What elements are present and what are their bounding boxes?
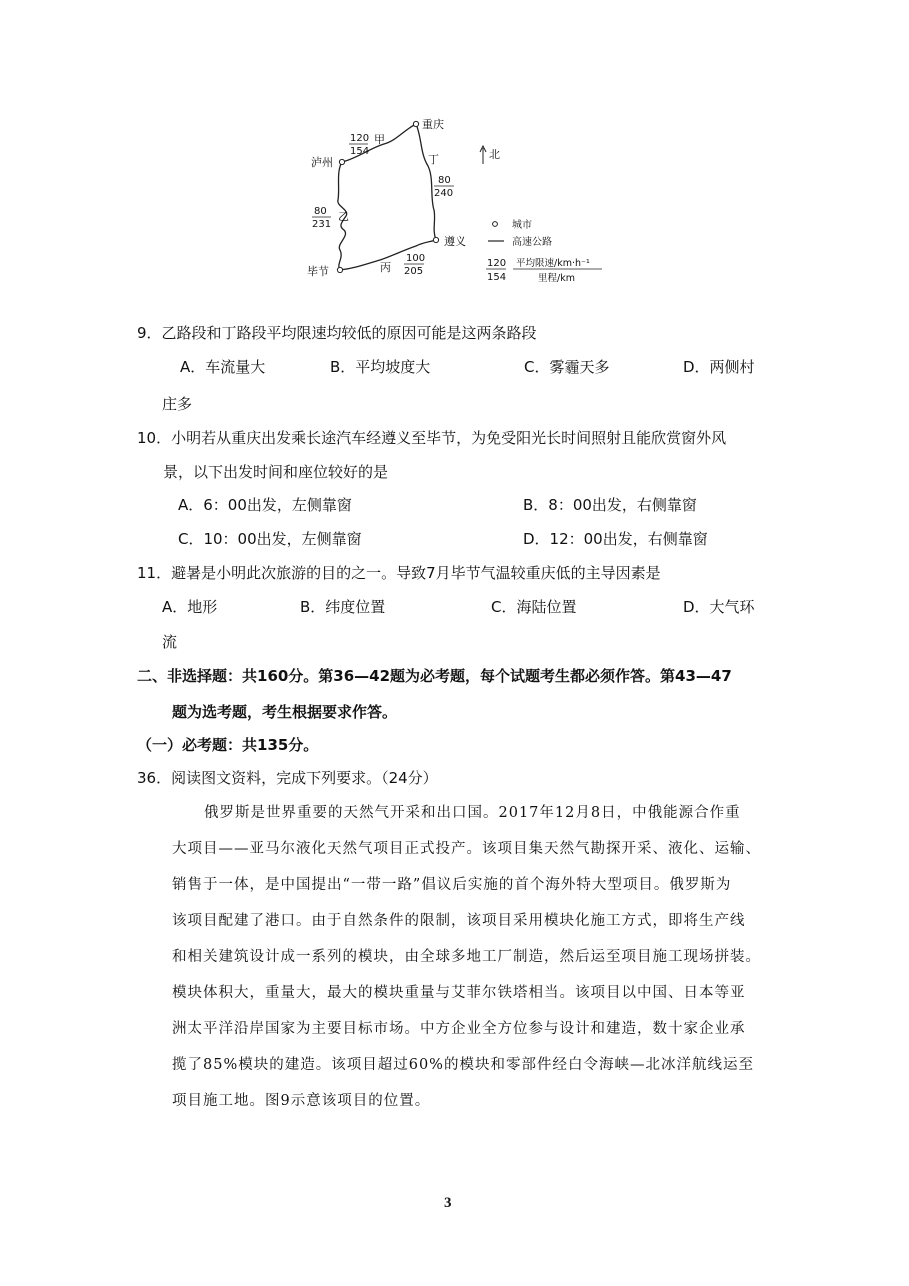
segment-yi-label: 乙 xyxy=(338,210,349,223)
passage-line-4: 该项目配建了港口。由于自然条件的限制，该项目采用模块化施工方式，即将生产线 xyxy=(172,913,746,929)
city-name-bijie: 毕节 xyxy=(307,265,329,278)
segment-yi-speed: 80 xyxy=(314,206,327,217)
question-9-option-d-wrap: 庄多 xyxy=(162,395,193,413)
passage-line-9: 项目施工地。图9示意该项目的位置。 xyxy=(172,1093,431,1109)
legend-speed-label: 平均限速/km·h⁻¹ xyxy=(516,258,590,269)
question-11-option-d[interactable]: D．大气环 xyxy=(683,598,755,616)
city-marker-luzhou xyxy=(339,159,344,164)
city-name-zunyi: 遵义 xyxy=(444,235,466,248)
segment-bing-speed: 100 xyxy=(406,253,426,264)
segment-jia-distance: 154 xyxy=(350,146,370,157)
segment-bing-label: 丙 xyxy=(380,261,391,274)
city-name-chongqing: 重庆 xyxy=(422,118,444,131)
city-marker-bijie xyxy=(337,267,342,272)
question-10-option-a[interactable]: A．6：00出发，左侧靠窗 xyxy=(178,496,352,514)
question-9-text: 乙路段和丁路段平均限速均较低的原因可能是这两条路段 xyxy=(161,324,537,342)
passage-line-5: 和相关建筑设计成一系列的模块，由全球多地工厂制造，然后运至项目施工现场拼装。 xyxy=(172,949,761,965)
legend-highway-label: 高速公路 xyxy=(512,237,552,248)
highway-map xyxy=(300,108,620,293)
legend-sample-speed: 120 xyxy=(487,258,507,269)
segment-ding-distance: 240 xyxy=(434,188,454,199)
question-10-option-b[interactable]: B．8：00出发，右侧靠窗 xyxy=(523,496,697,514)
city-marker-chongqing xyxy=(413,121,418,126)
section-2-heading-line2: 题为选考题，考生根据要求作答。 xyxy=(172,703,398,721)
passage-line-3: 销售于一体，是中国提出“一带一路”倡议后实施的首个海外特大型项目。俄罗斯为 xyxy=(172,877,732,893)
question-11-option-d-wrap: 流 xyxy=(162,633,178,651)
question-9-option-c[interactable]: C．雾霾天多 xyxy=(524,358,610,376)
question-11-option-a[interactable]: A．地形 xyxy=(162,598,218,616)
question-9-option-d[interactable]: D．两侧村 xyxy=(683,358,755,376)
question-9-option-b[interactable]: B．平均坡度大 xyxy=(330,358,431,376)
question-9-number: 9． xyxy=(137,324,162,342)
legend-city-label: 城市 xyxy=(512,220,532,231)
segment-yi-distance: 231 xyxy=(312,219,332,230)
question-9-option-a[interactable]: A．车流量大 xyxy=(180,358,266,376)
segment-jia-speed: 120 xyxy=(350,133,370,144)
north-arrow-icon xyxy=(480,146,486,164)
passage-line-6: 模块体积大，重量大，最大的模块重量与艾菲尔铁塔相当。该项目以中国、日本等亚 xyxy=(172,985,746,1001)
segment-ding-label: 丁 xyxy=(428,153,439,166)
question-10-stem-line2: 景，以下出发时间和座位较好的是 xyxy=(163,463,389,481)
question-11-stem xyxy=(137,562,661,583)
question-11-text: 避暑是小明此次旅游的目的之一。导致7月毕节气温较重庆低的主导因素是 xyxy=(171,564,661,582)
segment-bing-distance: 205 xyxy=(404,266,424,277)
section-2-heading-line1: 二、非选择题：共160分。第36—42题为必考题，每个试题考生都必须作答。第43—47 xyxy=(137,667,732,685)
question-9-stem xyxy=(137,322,537,343)
question-10-option-c[interactable]: C．10：00出发，左侧靠窗 xyxy=(178,530,362,548)
page-number: 3 xyxy=(444,1195,452,1211)
question-10-number: 10． xyxy=(137,429,172,447)
question-10-text: 小明若从重庆出发乘长途汽车经遵义至毕节，为免受阳光长时间照射且能欣赏窗外风 xyxy=(171,429,727,447)
question-11-number: 11． xyxy=(137,564,172,582)
subsection-heading: （一）必考题：共135分。 xyxy=(137,736,319,754)
passage-line-2: 大项目——亚马尔液化天然气项目正式投产。该项目集天然气勘探开采、液化、运输、 xyxy=(172,841,761,857)
city-name-luzhou: 泸州 xyxy=(311,156,333,169)
city-marker-zunyi xyxy=(433,237,438,242)
legend-sample-distance: 154 xyxy=(487,272,507,283)
question-10-stem xyxy=(137,427,726,448)
segment-jia-label: 甲 xyxy=(374,133,385,146)
question-36-title: 36．阅读图文资料，完成下列要求。（24分） xyxy=(137,769,438,787)
question-11-option-c[interactable]: C．海陆位置 xyxy=(491,598,577,616)
north-label: 北 xyxy=(489,148,500,161)
passage-line-8: 揽了85%模块的建造。该项目超过60%的模块和零部件经白令海峡—北冰洋航线运至 xyxy=(172,1057,754,1073)
highway-map-figure xyxy=(300,108,620,293)
road-ding xyxy=(416,124,436,240)
question-10-option-d[interactable]: D．12：00出发，右侧靠窗 xyxy=(523,530,708,548)
passage-line-7: 洲太平洋沿岸国家为主要目标市场。中方企业全方位参与设计和建造，数十家企业承 xyxy=(172,1021,746,1037)
legend-distance-label: 里程/km xyxy=(538,273,575,284)
segment-ding-speed: 80 xyxy=(438,175,451,186)
legend-city-icon xyxy=(493,222,498,227)
passage-line-1: 俄罗斯是世界重要的天然气开采和出口国。2017年12月8日，中俄能源合作重 xyxy=(204,805,741,821)
question-11-option-b[interactable]: B．纬度位置 xyxy=(300,598,386,616)
